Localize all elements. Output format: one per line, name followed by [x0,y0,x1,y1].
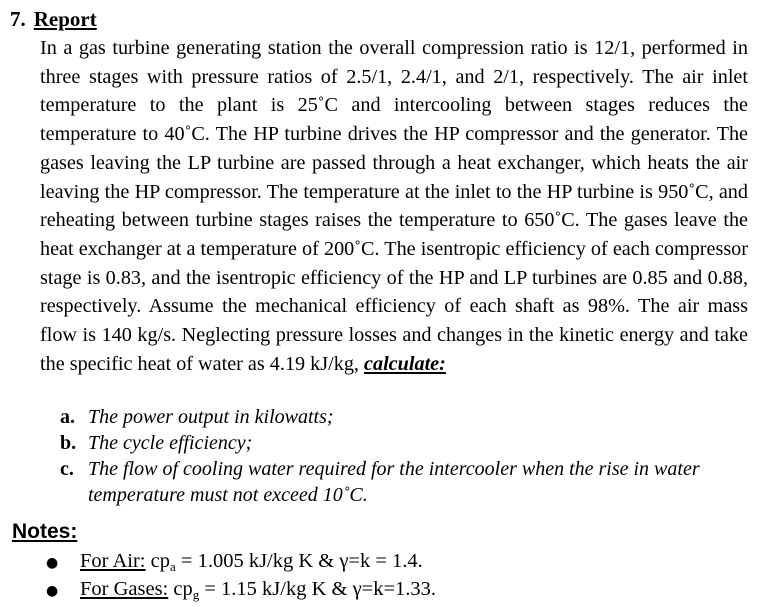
task-text: The cycle efficiency; [88,432,253,454]
task-text: The flow of cooling water required for the intercooler when the rise in water temperature must not exceed 10˚C. [88,458,700,506]
task-marker: b. [60,432,77,454]
task-text: The power output in kilowatts; [88,406,334,428]
bullet-icon: ● [46,555,59,571]
cp-subscript: a [169,559,176,574]
cp-symbol: cp [150,550,170,572]
bullet-icon: ● [46,583,59,599]
task-item [60,404,750,430]
note-label: For Gases: [80,578,169,600]
task-item [60,456,750,508]
report-heading [10,5,97,33]
notes-list [40,548,740,604]
task-item [60,430,750,456]
note-label: For Air: [80,550,146,572]
task-marker: c. [60,458,74,480]
task-marker: a. [60,406,75,428]
report-number: 7. [10,7,26,31]
notes-heading: Notes: [12,520,78,543]
problem-statement [40,34,748,378]
cp-subscript: g [192,587,200,602]
cp-symbol: cp [173,578,193,600]
note-value: = 1.005 kJ/kg K & γ=k = 1.4. [180,550,423,572]
problem-text: In a gas turbine generating station the overall compression ratio is 12/1, performed in three stages with pressure ratios of 2.5/1, 2.4/1, and 2/1, respectively. The air inlet temperature to the plant is 25˚C and intercooling between stages reduces the temperature to 40˚C. The HP turbine drives the HP compressor and the generator. The gases leaving the LP turbine are passed through a heat exchanger, which heats the air leaving the HP compressor. The temperature at the inlet to the HP turbine is 950˚C, and reheating between turbine stages raises the temperature to 650˚C. The gases leave the heat exchanger at a temperature of 200˚C. The isentropic efficiency of each compressor stage is 0.83, and the isentropic efficiency of the HP and LP turbines are 0.85 and 0.88, respectively. Assume the mechanical efficiency of each shaft as 98%. The air mass flow is 140 kg/s. Neglecting pressure losses and changes in the kinetic energy and take the specific heat of water as 4.19 kJ/kg, [40,37,748,375]
calculate-label: calculate: [364,352,446,375]
note-item-air [40,548,740,576]
report-title: Report [33,7,97,31]
task-list [60,404,750,508]
note-item-gases [40,576,740,604]
note-value: = 1.15 kJ/kg K & γ=k=1.33. [204,578,437,600]
